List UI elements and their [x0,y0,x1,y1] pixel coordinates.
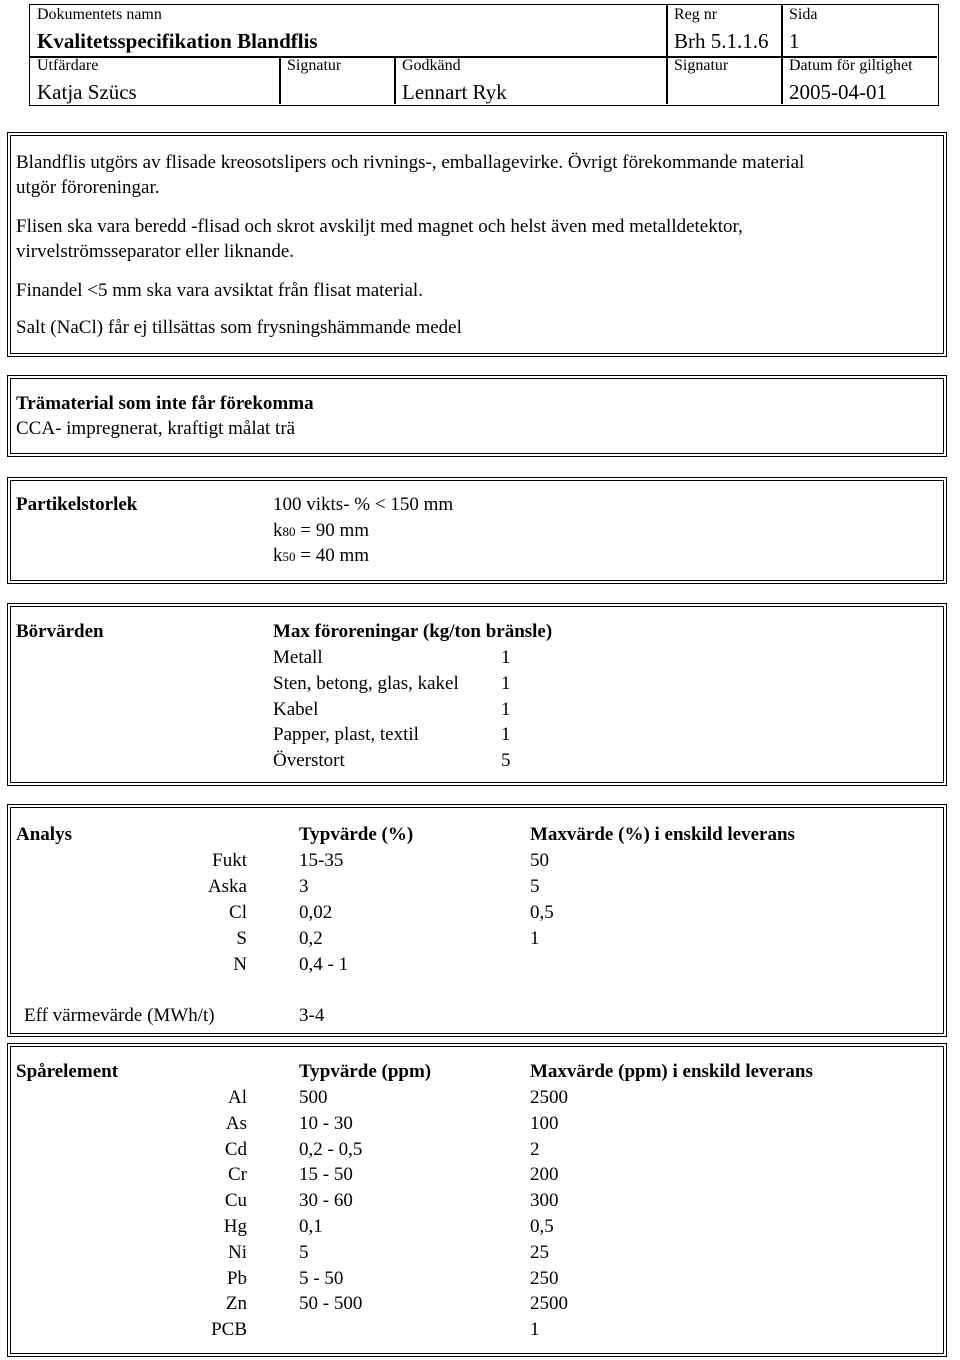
particle-k80 [273,520,369,542]
trace-element: Hg [223,1216,247,1237]
approved-label: Godkänd [402,57,461,74]
reg-nr-value: Brh 5.1.1.6 [674,29,769,53]
issuer-label: Utfärdare [37,57,99,74]
analysis-param: Cl [229,902,247,923]
trace-max: 2500 [530,1087,568,1108]
k50-subscript: 50 [282,549,296,564]
trace-elements-section [7,1043,947,1357]
trace-max: 2 [530,1138,540,1160]
trace-max: 100 [530,1112,559,1134]
contaminant-value: 1 [501,698,511,720]
trace-typ: 10 - 30 [299,1112,353,1134]
trace-typ: 5 - 50 [299,1267,344,1289]
trace-element: Cr [228,1164,247,1186]
contaminant-name: Överstort [273,750,345,772]
issuer-name: Katja Szücs [37,80,137,104]
contaminant-name: Papper, plast, textil [273,724,419,746]
header-divider [666,56,668,104]
contaminant-value: 1 [501,647,511,668]
k80-value: = 90 mm [295,520,370,541]
trace-element: Cu [224,1190,247,1212]
analysis-typ: 3 [299,876,309,897]
contaminant-value: 5 [501,750,511,772]
eff-value: 3-4 [299,1005,325,1026]
header-divider [781,5,783,104]
analysis-typ: 0,4 - 1 [299,954,349,975]
trace-max: 300 [530,1190,559,1212]
forbidden-title: Trämaterial som inte får förekomma [16,393,314,414]
reg-nr-label: Reg nr [674,6,718,23]
analysis-typ: 0,2 [299,928,323,949]
eff-label: Eff värmevärde (MWh/t) [24,1005,215,1026]
trace-element: Al [228,1087,247,1108]
analysis-typ: 0,02 [299,902,333,923]
analysis-max-header: Maxvärde (%) i enskild leverans [530,824,795,845]
header-divider [279,56,281,104]
particle-size-section [7,477,947,584]
targets-heading: Max föroreningar (kg/ton bränsle) [273,621,553,642]
contaminant-name: Metall [273,647,323,668]
contaminant-name: Sten, betong, glas, kakel [273,672,459,694]
analysis-section [7,804,947,1037]
header-divider [666,5,668,56]
approved-by: Lennart Ryk [402,80,507,104]
trace-max: 2500 [530,1293,568,1315]
analysis-typ: 15-35 [299,850,344,871]
header-divider [394,56,396,104]
trace-element: Pb [226,1267,247,1289]
intro-text-line: Finandel <5 mm ska vara avsiktat från flisat material. [16,280,423,301]
doc-title: Kvalitetsspecifikation Blandflis [37,29,318,53]
analysis-param: Aska [207,876,247,897]
intro-text-line: virvelströmsseparator eller liknande. [16,241,295,262]
trace-element: Zn [225,1293,247,1315]
trace-element: As [225,1112,247,1134]
trace-typ: 15 - 50 [299,1164,353,1186]
trace-typ: 30 - 60 [299,1190,353,1212]
analysis-param: N [233,954,247,975]
page-label: Sida [789,6,818,23]
analysis-param: Fukt [212,850,247,871]
intro-text-line: Salt (NaCl) får ej tillsättas som frysningshämmande medel [16,317,462,338]
trace-max: 200 [530,1164,559,1186]
signature2-label: Signatur [674,57,729,74]
contaminant-value: 1 [501,724,511,746]
intro-text-line: utgör föroreningar. [16,177,160,198]
doc-name-label: Dokumentets namn [37,6,162,23]
trace-max: 25 [530,1241,549,1263]
analysis-max: 0,5 [530,902,554,923]
page-value: 1 [789,29,800,53]
k50-value: = 40 mm [295,545,370,566]
valid-date-label: Datum för giltighet [789,57,913,74]
analysis-max: 1 [530,928,540,949]
analysis-param: S [236,928,247,949]
analysis-max: 50 [530,850,549,871]
trace-element: PCB [211,1319,247,1341]
trace-typ: 0,1 [299,1216,323,1237]
contaminant-name: Kabel [273,698,319,720]
intro-text-line: Flisen ska vara beredd -flisad och skrot avskiljt med magnet och helst även med metalldetektor, [16,216,743,237]
trace-max-header: Maxvärde (ppm) i enskild leverans [530,1061,813,1082]
contaminant-value: 1 [501,672,511,694]
trace-max: 1 [530,1319,540,1341]
trace-typ: 5 [299,1241,309,1263]
trace-element: Ni [228,1241,247,1263]
particle-k50 [273,545,369,567]
trace-typ-header: Typvärde (ppm) [299,1061,432,1082]
particle-label: Partikelstorlek [16,494,138,515]
trace-label: Spårelement [16,1061,119,1082]
k80-base: k [273,520,283,541]
k80-subscript: 80 [282,524,296,539]
forbidden-material-section [7,375,947,457]
targets-label: Börvärden [16,621,104,642]
k50-base: k [273,545,283,566]
trace-max: 250 [530,1267,559,1289]
trace-typ: 0,2 - 0,5 [299,1138,363,1160]
valid-date: 2005-04-01 [789,80,887,104]
trace-element: Cd [224,1138,247,1160]
trace-typ: 50 - 500 [299,1293,363,1315]
forbidden-text: CCA- impregnerat, kraftigt målat trä [16,418,296,439]
analysis-typ-header: Typvärde (%) [299,824,414,845]
trace-typ: 500 [299,1087,328,1108]
analysis-label: Analys [16,824,72,845]
analysis-max: 5 [530,876,540,897]
intro-text-line: Blandflis utgörs av flisade kreosotslipers och rivnings-, emballagevirke. Övrigt förekommande material [16,152,805,173]
signature-label: Signatur [287,57,342,74]
particle-line: 100 vikts- % < 150 mm [273,494,454,515]
trace-max: 0,5 [530,1216,554,1237]
